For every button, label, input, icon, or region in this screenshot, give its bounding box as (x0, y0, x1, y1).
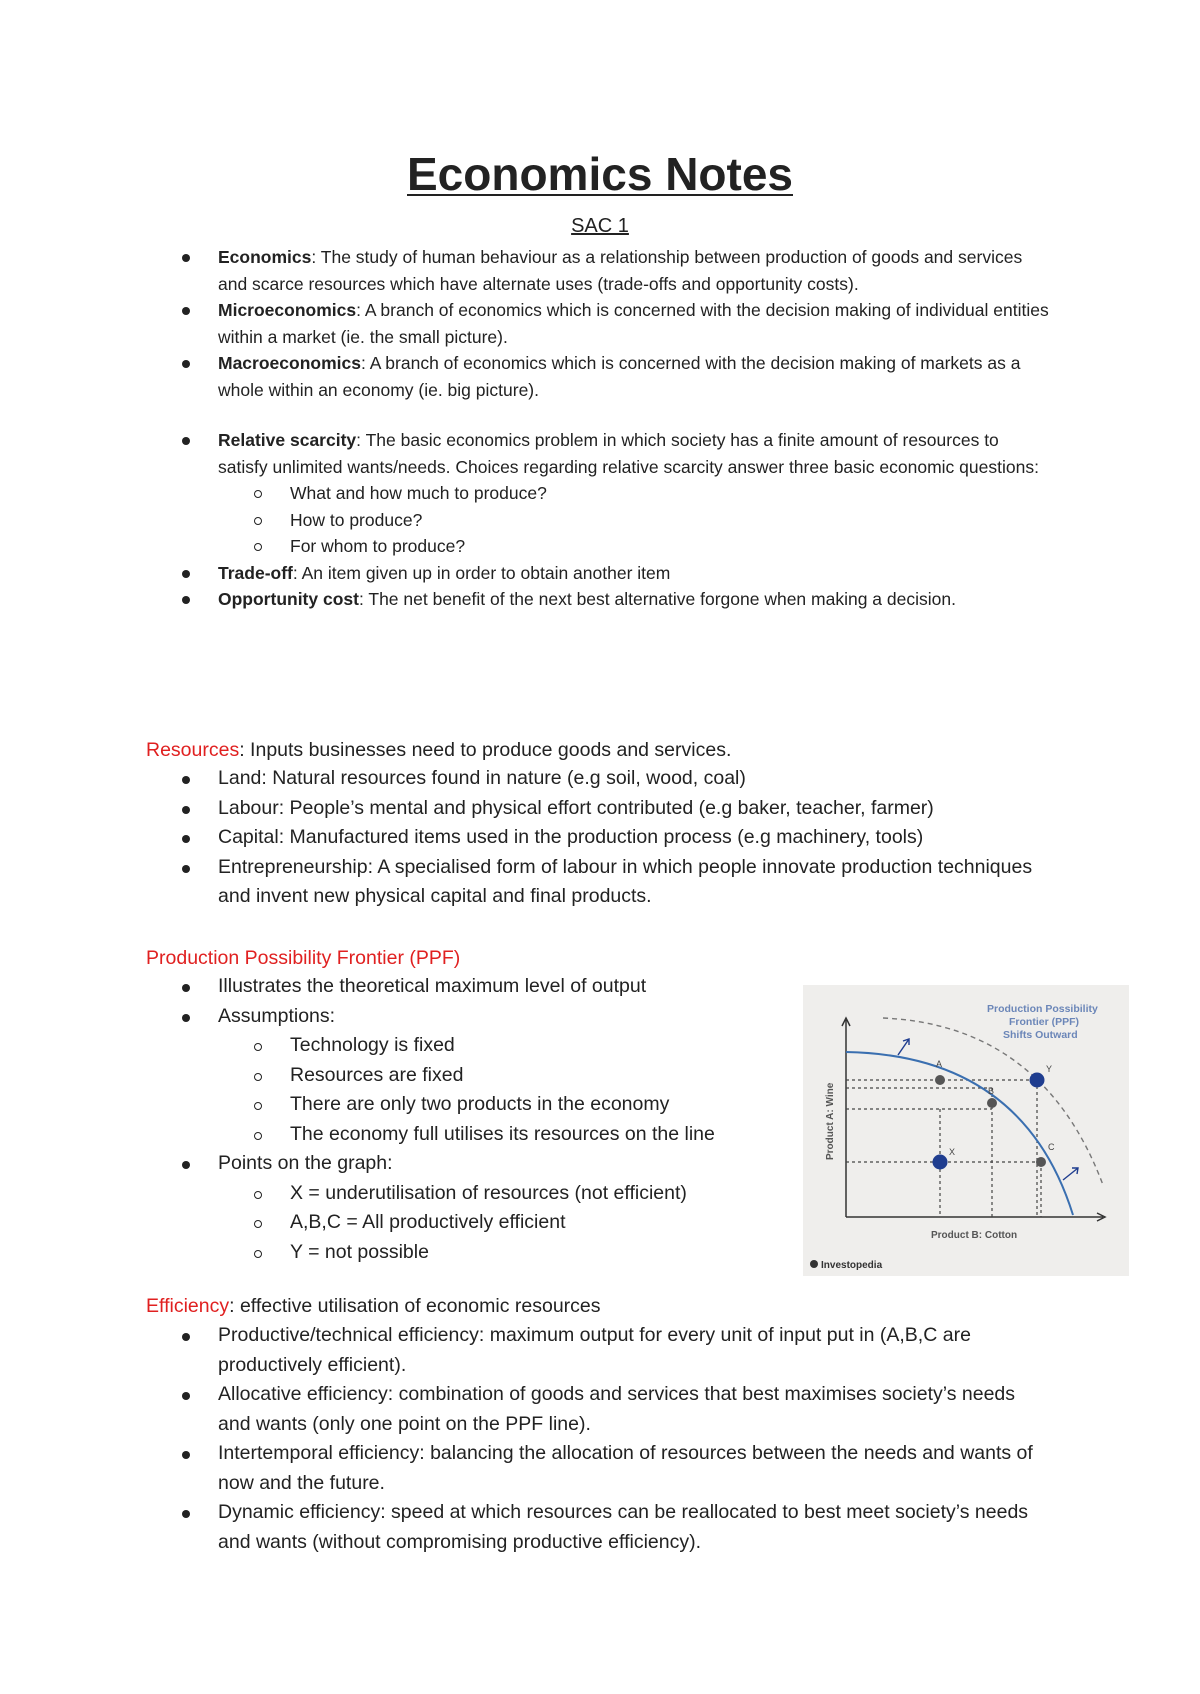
list-item-text: Capital: Manufactured items used in the production process (e.g machinery, tools) (218, 826, 924, 848)
list-item-text: The economy full utilises its resources on the line (290, 1122, 715, 1145)
list-item (182, 972, 802, 1002)
ppf-heading: Production Possibility Frontier (PPF) (146, 947, 461, 969)
hollow-bullet-icon (254, 1191, 262, 1199)
efficiency-heading-text: : effective utilisation of economic resources (229, 1295, 601, 1317)
list-item (182, 1002, 802, 1032)
hollow-bullet-icon (254, 1220, 262, 1228)
list-item (182, 794, 1052, 824)
y-axis-label: Product A: Wine (825, 1082, 836, 1160)
question-text: For whom to produce? (290, 536, 466, 556)
hollow-bullet-icon (254, 1043, 262, 1051)
list-item-text: Assumptions: (218, 1004, 336, 1027)
sub-list-item (182, 1061, 802, 1091)
definition-term: Relative scarcity (218, 430, 357, 450)
bullet-icon (182, 307, 190, 315)
ppf-diagram (803, 985, 1129, 1276)
definition-text: : An item given up in order to obtain another item (292, 562, 671, 583)
shift-arrow-icon (898, 1039, 909, 1055)
bullet-icon (182, 835, 190, 843)
bullet-icon (182, 1392, 190, 1400)
point-b-label: B (988, 1086, 995, 1096)
list-item-text: Illustrates the theoretical maximum level of output (218, 975, 647, 997)
point-y-label: Y (1046, 1064, 1053, 1074)
sub-list-item (182, 533, 1052, 560)
resources-heading (146, 736, 731, 764)
hollow-bullet-icon (254, 1132, 262, 1140)
bullet-icon (182, 596, 190, 604)
bullet-icon (182, 865, 190, 873)
list-item-text: Allocative efficiency: combination of goods and services that best maximises society’s needs and wants (only one point on the PPF line). (218, 1383, 1016, 1435)
bullet-icon (182, 437, 190, 445)
list-item-text: Land: Natural resources found in nature (e.g soil, wood, coal) (218, 767, 746, 789)
resources-heading-text: : Inputs businesses need to produce goods and services. (239, 739, 732, 761)
efficiency-heading-label: Efficiency (146, 1295, 230, 1317)
list-item-text: Productive/technical efficiency: maximum output for every unit of input put in (A,B,C are productively efficient). (218, 1324, 971, 1376)
ppf-list (182, 972, 802, 1267)
list-item-text: Technology is fixed (290, 1034, 455, 1056)
page-title: Economics Notes (407, 148, 793, 200)
efficiency-list (182, 1321, 1052, 1557)
list-item (182, 764, 1052, 794)
bullet-icon (182, 1161, 190, 1169)
point-a (935, 1075, 945, 1085)
point-c (1036, 1157, 1046, 1167)
definition-text: : A branch of economics which is concerned with the decision making of markets as a whole within an economy (ie. big picture). (218, 353, 1021, 400)
point-c-label: C (1048, 1142, 1055, 1152)
figure-caption-line: Shifts Outward (1003, 1029, 1078, 1041)
bullet-icon (182, 1510, 190, 1518)
list-item (182, 244, 1052, 297)
bullet-icon (182, 570, 190, 578)
list-item (182, 1149, 802, 1179)
bullet-icon (182, 254, 190, 262)
resources-heading-label: Resources (146, 739, 240, 761)
definition-term: Trade-off (218, 562, 293, 583)
list-item (182, 427, 1052, 480)
hollow-bullet-icon (254, 1102, 262, 1110)
hollow-bullet-icon (254, 1250, 262, 1258)
definition-text: : A branch of economics which is concerned with the decision making of individual entities within a market (ie. the small picture). (218, 300, 1049, 347)
sub-list-item (182, 1238, 802, 1268)
x-axis-label: Product B: Cotton (931, 1230, 1018, 1241)
question-text: What and how much to produce? (290, 483, 547, 503)
point-b (987, 1098, 997, 1108)
list-item (182, 823, 1052, 853)
list-item-text: Dynamic efficiency: speed at which resources can be reallocated to best meet society’s needs and wants (without compromising productive efficiency). (218, 1501, 1029, 1553)
sub-list-item (182, 1120, 802, 1150)
hollow-bullet-icon (254, 543, 262, 551)
figure-caption-line: Frontier (PPF) (1009, 1016, 1079, 1028)
sub-list-item (182, 507, 1052, 534)
definition-term: Economics (218, 247, 312, 267)
bullet-icon (182, 806, 190, 814)
point-a-label: A (936, 1059, 943, 1069)
definition-text: : The study of human behaviour as a relationship between production of goods and services and scarce resources which have alternate uses (trade-offs and opportunity costs). (218, 247, 1023, 294)
sub-list-item (182, 1031, 802, 1061)
point-x (933, 1155, 948, 1170)
resources-list (182, 764, 1052, 912)
point-x-label: X (949, 1147, 956, 1157)
list-item (182, 560, 1052, 587)
sub-list-item (182, 480, 1052, 507)
efficiency-heading (146, 1292, 601, 1320)
investopedia-logo-icon (810, 1260, 818, 1268)
sub-list-item (182, 1179, 802, 1209)
question-text: How to produce? (290, 509, 423, 530)
list-item-text: X = underutilisation of resources (not efficient) (290, 1181, 687, 1204)
list-item-text: Labour: People’s mental and physical effort contributed (e.g baker, teacher, farmer) (218, 796, 934, 819)
definition-text: : The basic economics problem in which society has a finite amount of resources to satisfy unlimited wants/needs. Choices regarding relative scarcity answer three basic economic questions: (218, 430, 1039, 477)
bullet-icon (182, 1451, 190, 1459)
guide-lines (846, 1080, 1041, 1217)
definitions-list (182, 244, 1052, 613)
list-item (182, 853, 1052, 912)
hollow-bullet-icon (254, 490, 262, 498)
list-item (182, 1321, 1052, 1380)
bullet-icon (182, 1014, 190, 1022)
definition-term: Macroeconomics (218, 353, 361, 373)
definition-term: Opportunity cost (218, 589, 359, 609)
ppf-figure (803, 985, 1129, 1276)
sub-list-item (182, 1208, 802, 1238)
definition-text: : The net benefit of the next best alternative forgone when making a decision. (358, 589, 956, 609)
hollow-bullet-icon (254, 517, 262, 525)
list-item-text: A,B,C = All productively efficient (290, 1211, 566, 1233)
list-item (182, 1498, 1052, 1557)
list-item-text: Resources are fixed (290, 1063, 464, 1086)
list-item-text: Intertemporal efficiency: balancing the allocation of resources between the needs and wants of now and the future. (218, 1442, 1033, 1494)
list-item (182, 586, 1052, 613)
list-item (182, 1380, 1052, 1439)
list-item (182, 1439, 1052, 1498)
bullet-icon (182, 360, 190, 368)
figure-caption-line: Production Possibility (987, 1003, 1098, 1015)
definition-term: Microeconomics (218, 300, 357, 320)
list-item-text: Entrepreneurship: A specialised form of labour in which people innovate production techniques and invent new physical capital and final products. (218, 855, 1033, 907)
list-item-text: Y = not possible (290, 1240, 429, 1263)
hollow-bullet-icon (254, 1073, 262, 1081)
list-item-text: Points on the graph: (218, 1152, 393, 1174)
list-item-text: There are only two products in the economy (290, 1093, 670, 1115)
page-subtitle: SAC 1 (571, 215, 629, 237)
point-y (1030, 1073, 1045, 1088)
list-item (182, 297, 1052, 350)
brand-label: Investopedia (821, 1260, 883, 1271)
list-item (182, 350, 1052, 403)
shift-arrow-icon (1063, 1168, 1078, 1180)
sub-list-item (182, 1090, 802, 1120)
bullet-icon (182, 776, 190, 784)
bullet-icon (182, 1333, 190, 1341)
bullet-icon (182, 984, 190, 992)
